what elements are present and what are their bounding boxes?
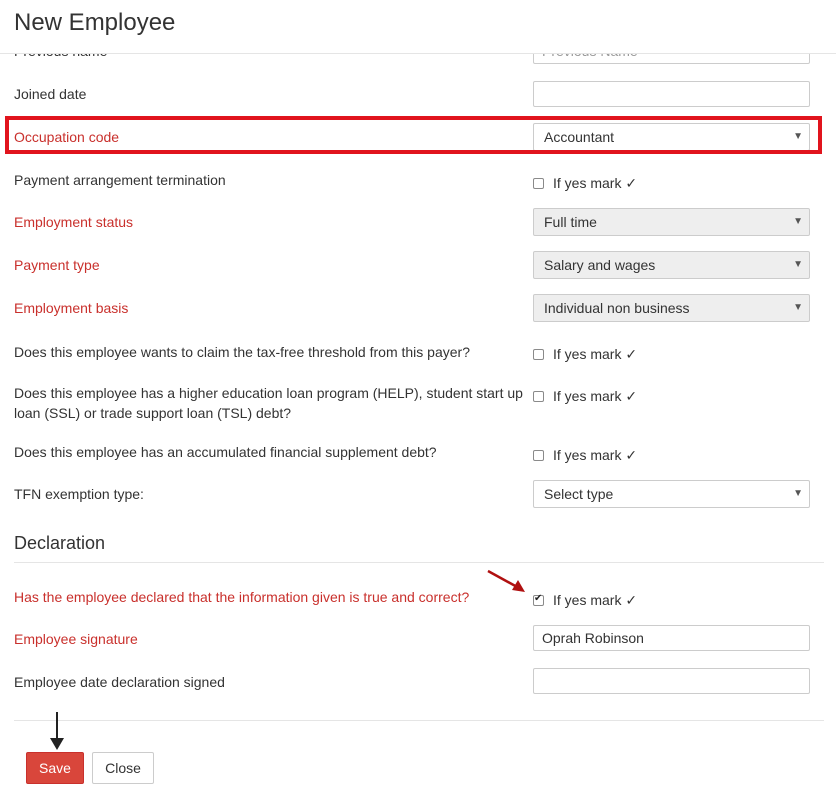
tfn-exemption-value: Select type bbox=[544, 486, 614, 502]
employment-status-select[interactable] bbox=[533, 208, 810, 236]
close-button[interactable]: Close bbox=[92, 752, 154, 784]
tax-free-threshold-check-label: If yes mark ✓ bbox=[553, 345, 638, 362]
caret-down-icon: ▼ bbox=[793, 259, 803, 270]
employment-status-value: Full time bbox=[544, 214, 597, 230]
payment-type-select[interactable] bbox=[533, 251, 810, 279]
employee-signature-label: Employee signature bbox=[14, 631, 138, 647]
help-loan-label: Does this employee has a higher education loan program (HELP), student start up loan (SSL) or trade support loan (TSL) debt? bbox=[14, 385, 523, 421]
occupation-code-highlight bbox=[5, 116, 822, 154]
financial-supplement-checkbox-row bbox=[533, 446, 637, 464]
tax-free-threshold-checkbox-row bbox=[533, 345, 637, 363]
caret-down-icon: ▼ bbox=[793, 131, 803, 142]
financial-supplement-check-label: If yes mark ✓ bbox=[553, 446, 638, 463]
tfn-exemption-label: TFN exemption type: bbox=[14, 486, 144, 502]
red-pointer-arrow-icon bbox=[487, 570, 527, 594]
caret-down-icon: ▼ bbox=[793, 488, 803, 499]
payment-arrangement-termination-label: Payment arrangement termination bbox=[14, 172, 226, 188]
page-title: New Employee bbox=[14, 9, 176, 36]
payment-arrangement-termination-check-label: If yes mark ✓ bbox=[553, 174, 638, 191]
joined-date-label: Joined date bbox=[14, 86, 87, 102]
payment-arrangement-termination-checkbox-row bbox=[533, 174, 637, 192]
declared-true-checkbox[interactable] bbox=[533, 595, 544, 606]
black-pointer-arrow-icon bbox=[50, 712, 64, 752]
employment-status-label: Employment status bbox=[14, 214, 134, 230]
caret-down-icon: ▼ bbox=[793, 302, 803, 313]
financial-supplement-label: Does this employee has an accumulated financial supplement debt? bbox=[14, 444, 437, 460]
date-declaration-signed-label: Employee date declaration signed bbox=[14, 674, 225, 690]
payment-type-label: Payment type bbox=[14, 257, 100, 273]
declaration-divider bbox=[14, 562, 824, 563]
employment-basis-value: Individual non business bbox=[544, 300, 690, 316]
help-loan-check-label: If yes mark ✓ bbox=[553, 387, 638, 404]
modal-header bbox=[0, 0, 836, 54]
employment-basis-select[interactable] bbox=[533, 294, 810, 322]
occupation-code-label: Occupation code bbox=[14, 129, 120, 145]
help-loan-checkbox-row bbox=[533, 387, 637, 405]
employee-signature-input[interactable]: Oprah Robinson bbox=[533, 625, 810, 651]
footer-divider bbox=[14, 720, 824, 721]
declared-true-checkbox-row bbox=[533, 591, 637, 609]
financial-supplement-checkbox[interactable] bbox=[533, 450, 544, 461]
date-declaration-signed-input[interactable] bbox=[533, 668, 810, 694]
declaration-heading: Declaration bbox=[14, 533, 106, 553]
help-loan-checkbox[interactable] bbox=[533, 391, 544, 402]
joined-date-input[interactable] bbox=[533, 81, 810, 107]
caret-down-icon: ▼ bbox=[793, 216, 803, 227]
payment-type-value: Salary and wages bbox=[544, 257, 656, 273]
declared-true-label: Has the employee declared that the information given is true and correct? bbox=[14, 589, 470, 605]
save-button[interactable]: Save bbox=[26, 752, 84, 784]
occupation-code-value: Accountant bbox=[544, 129, 615, 145]
tfn-exemption-select[interactable] bbox=[533, 480, 810, 508]
tax-free-threshold-label: Does this employee wants to claim the tax-free threshold from this payer? bbox=[14, 344, 470, 360]
tax-free-threshold-checkbox[interactable] bbox=[533, 349, 544, 360]
declared-true-check-label: If yes mark ✓ bbox=[553, 591, 638, 608]
employment-basis-label: Employment basis bbox=[14, 300, 129, 316]
payment-arrangement-termination-checkbox[interactable] bbox=[533, 178, 544, 189]
